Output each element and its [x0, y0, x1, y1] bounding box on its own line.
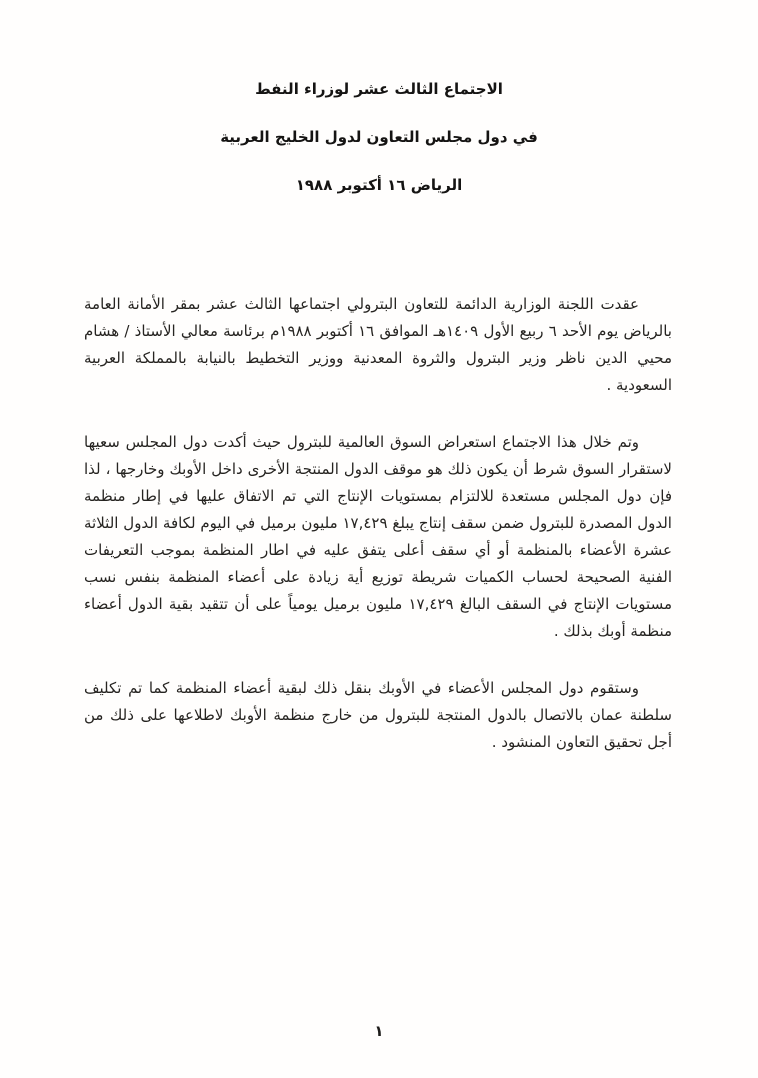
document-body [84, 291, 672, 756]
document-title-line-1: الاجتماع الثالث عشر لوزراء النفط [255, 80, 503, 98]
paragraph-opening-session: عقدت اللجنة الوزارية الدائمة للتعاون البترولي اجتماعها الثالث عشر بمقر الأمانة العامة بالرياض يوم الأحد ٦ ربيع الأول ١٤٠٩هـ الموافق ١٦ أكتوبر ١٩٨٨م برئاسة معالي الأستاذ / هشام محيي الدين ناظر وزير البترول والثروة المعدنية ووزير التخطيط بالنيابة بالمملكة العربية السعودية . [84, 295, 672, 394]
page-number: ١ [374, 1022, 384, 1040]
document-title-line-3: الرياض ١٦ أكتوبر ١٩٨٨ [295, 176, 463, 194]
document-header [0, 0, 758, 193]
paragraph-market-review: وتم خلال هذا الاجتماع استعراض السوق العالمية للبترول حيث أكدت دول المجلس سعيها لاستقرار السوق شرط أن يكون ذلك هو موقف الدول المنتجة الأخرى داخل الأوبك وخارجها ، لذا فإن دول المجلس مستعدة للالتزام بمستويات الإنتاج التي تم الاتفاق عليها في إطار منظمة الدول المصدرة للبترول ضمن سقف إنتاج يبلغ ١٧,٤٢٩ مليون برميل في اليوم لكافة الدول الثلاثة عشرة الأعضاء بالمنظمة أو أي سقف أعلى يتفق عليه في اطار المنظمة بموجب التعريفات الفنية الصحيحة لحساب الكميات شريطة توزيع أية زيادة على أعضاء المنظمة بنفس نسب مستويات الإنتاج في السقف البالغ ١٧,٤٢٩ مليون برميل يومياً على أن تتقيد بقية الدول أعضاء منظمة أوبك بذلك . [84, 433, 672, 640]
paragraph-opec-communication: وستقوم دول المجلس الأعضاء في الأوبك بنقل ذلك لبقية أعضاء المنظمة كما تم تكليف سلطنة عمان بالاتصال بالدول المنتجة للبترول من خارج منظمة الأوبك لاطلاعها على ذلك من أجل تحقيق التعاون المنشود . [84, 679, 672, 751]
document-title-line-2: في دول مجلس التعاون لدول الخليج العربية [220, 128, 538, 146]
